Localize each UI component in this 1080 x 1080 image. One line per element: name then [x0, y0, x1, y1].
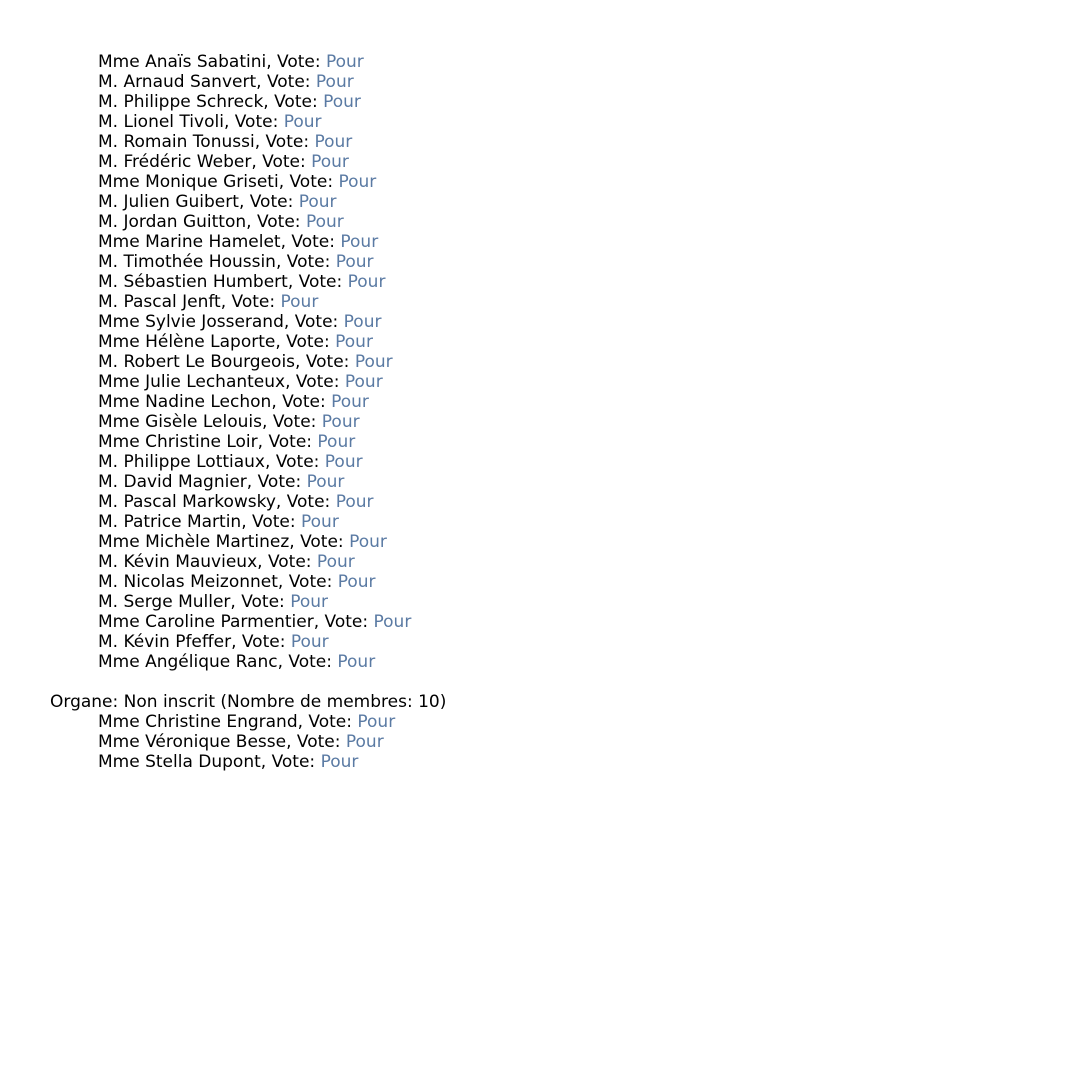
vote-line: M. David Magnier, Vote: Pour	[98, 472, 345, 492]
vote-line: Mme Anaïs Sabatini, Vote: Pour	[98, 52, 364, 72]
vote-label: Vote:	[257, 472, 302, 492]
vote-line: M. Lionel Tivoli, Vote: Pour	[98, 112, 322, 132]
member-name: M. Patrice Martin	[98, 512, 242, 532]
vote-value: Pour	[311, 152, 349, 172]
vote-line: Mme Marine Hamelet, Vote: Pour	[98, 232, 379, 252]
vote-value: Pour	[301, 512, 339, 532]
vote-value: Pour	[305, 212, 344, 232]
vote-label: Vote:	[265, 132, 310, 152]
vote-line: M. Pascal Jenft, Vote: Pour	[98, 292, 319, 312]
vote-label: Vote:	[231, 292, 276, 312]
vote-line: M. Kévin Pfeffer, Vote: Pour	[98, 632, 329, 652]
vote-line: Mme Véronique Besse, Vote: Pour	[98, 732, 384, 752]
vote-label: Vote:	[295, 372, 340, 392]
vote-label: Vote:	[262, 152, 306, 172]
member-name: M. Robert Le Bourgeois	[98, 352, 296, 372]
vote-line: Mme Christine Engrand, Vote: Pour	[98, 712, 396, 732]
vote-label: Vote:	[256, 212, 301, 232]
vote-line: Mme Christine Loir, Vote: Pour	[98, 432, 356, 452]
vote-label: Vote:	[294, 312, 339, 332]
vote-line: Mme Monique Griseti, Vote: Pour	[98, 172, 377, 192]
vote-line: M. Philippe Lottiaux, Vote: Pour	[98, 452, 363, 472]
member-name: M. Julien Guibert	[98, 192, 239, 212]
member-name: M. Timothée Houssin	[98, 252, 276, 272]
member-name: M. Romain Tonussi	[98, 132, 255, 152]
vote-value: Pour	[335, 252, 374, 272]
member-name: Mme Christine Loir	[98, 432, 258, 452]
vote-line: M. Romain Tonussi, Vote: Pour	[98, 132, 353, 152]
vote-value: Pour	[290, 592, 328, 612]
member-name: M. Frédéric Weber	[98, 152, 252, 172]
vote-value: Pour	[331, 392, 369, 412]
member-name: Mme Michèle Martinez	[98, 532, 290, 552]
organe-header: Organe: Non inscrit (Nombre de membres: 10)	[50, 692, 447, 712]
vote-line: Mme Stella Dupont, Vote: Pour	[98, 752, 359, 772]
vote-label: Vote:	[324, 612, 369, 632]
vote-line: M. Arnaud Sanvert, Vote: Pour	[98, 72, 354, 92]
vote-value: Pour	[306, 472, 345, 492]
member-name: Mme Caroline Parmentier	[98, 612, 314, 632]
vote-value: Pour	[335, 492, 374, 512]
vote-label: Vote:	[298, 272, 343, 292]
vote-value: Pour	[343, 312, 382, 332]
member-name: M. Sébastien Humbert	[98, 272, 288, 292]
vote-document	[50, 52, 446, 772]
member-name: M. David Magnier	[98, 472, 247, 492]
group-separator	[50, 672, 446, 692]
vote-group	[50, 52, 446, 672]
vote-value: Pour	[321, 412, 360, 432]
vote-value: Pour	[316, 552, 355, 572]
vote-label: Vote:	[305, 352, 350, 372]
vote-value: Pour	[337, 652, 376, 672]
member-name: M. Philippe Lottiaux	[98, 452, 265, 472]
vote-label: Vote:	[275, 452, 320, 472]
vote-value: Pour	[338, 172, 377, 192]
vote-line: M. Patrice Martin, Vote: Pour	[98, 512, 339, 532]
member-name: Mme Christine Engrand	[98, 712, 298, 732]
vote-label: Vote:	[282, 392, 326, 412]
member-name: M. Jordan Guitton	[98, 212, 247, 232]
member-name: Mme Véronique Besse	[98, 732, 287, 752]
vote-label: Vote:	[296, 732, 341, 752]
vote-line: M. Serge Muller, Vote: Pour	[98, 592, 328, 612]
vote-label: Vote:	[241, 592, 285, 612]
vote-label: Vote:	[241, 632, 286, 652]
vote-line: Mme Hélène Laporte, Vote: Pour	[98, 332, 373, 352]
member-name: M. Pascal Markowsky	[98, 492, 276, 512]
vote-line: M. Julien Guibert, Vote: Pour	[98, 192, 337, 212]
vote-line: M. Frédéric Weber, Vote: Pour	[98, 152, 349, 172]
member-name: Mme Angélique Ranc	[98, 652, 278, 672]
vote-value: Pour	[280, 292, 319, 312]
vote-value: Pour	[349, 532, 387, 552]
vote-value: Pour	[314, 132, 353, 152]
vote-line: M. Robert Le Bourgeois, Vote: Pour	[98, 352, 393, 372]
vote-label: Vote:	[268, 432, 312, 452]
vote-line: Mme Sylvie Josserand, Vote: Pour	[98, 312, 382, 332]
member-name: Mme Julie Lechanteux	[98, 372, 286, 392]
vote-label: Vote:	[277, 52, 321, 72]
member-name: Mme Nadine Lechon	[98, 392, 272, 412]
vote-value: Pour	[320, 752, 359, 772]
vote-label: Vote:	[249, 192, 294, 212]
vote-label: Vote:	[266, 72, 311, 92]
member-name: M. Serge Muller	[98, 592, 231, 612]
vote-label: Vote:	[288, 652, 332, 672]
vote-line: Mme Michèle Martinez, Vote: Pour	[98, 532, 387, 552]
vote-value: Pour	[317, 432, 356, 452]
vote-value: Pour	[324, 452, 363, 472]
vote-label: Vote:	[288, 572, 333, 592]
vote-line: Mme Julie Lechanteux, Vote: Pour	[98, 372, 383, 392]
member-name: M. Nicolas Meizonnet	[98, 572, 278, 592]
vote-label: Vote:	[286, 332, 330, 352]
vote-line: M. Nicolas Meizonnet, Vote: Pour	[98, 572, 376, 592]
member-name: M. Kévin Pfeffer	[98, 632, 232, 652]
vote-value: Pour	[283, 112, 322, 132]
vote-label: Vote:	[267, 552, 312, 572]
vote-label: Vote:	[274, 92, 318, 112]
vote-label: Vote:	[289, 172, 334, 192]
vote-label: Vote:	[271, 752, 316, 772]
vote-value: Pour	[290, 632, 329, 652]
member-name: M. Pascal Jenft	[98, 292, 221, 312]
vote-label: Vote:	[291, 232, 335, 252]
vote-line: M. Kévin Mauvieux, Vote: Pour	[98, 552, 355, 572]
member-name: M. Kévin Mauvieux	[98, 552, 258, 572]
vote-value: Pour	[323, 92, 361, 112]
vote-label: Vote:	[286, 492, 331, 512]
vote-value: Pour	[335, 332, 373, 352]
member-name: M. Philippe Schreck	[98, 92, 264, 112]
vote-label: Vote:	[300, 532, 344, 552]
vote-value: Pour	[340, 232, 379, 252]
vote-line: M. Pascal Markowsky, Vote: Pour	[98, 492, 374, 512]
vote-label: Vote:	[272, 412, 317, 432]
vote-value: Pour	[347, 272, 386, 292]
vote-group	[50, 712, 446, 772]
vote-line: Mme Caroline Parmentier, Vote: Pour	[98, 612, 412, 632]
vote-label: Vote:	[286, 252, 331, 272]
member-name: Mme Marine Hamelet	[98, 232, 281, 252]
vote-line: M. Jordan Guitton, Vote: Pour	[98, 212, 344, 232]
vote-value: Pour	[337, 572, 376, 592]
member-name: M. Arnaud Sanvert	[98, 72, 257, 92]
vote-label: Vote:	[252, 512, 296, 532]
vote-value: Pour	[325, 52, 364, 72]
vote-label: Vote:	[234, 112, 279, 132]
vote-line: M. Philippe Schreck, Vote: Pour	[98, 92, 361, 112]
vote-line: M. Timothée Houssin, Vote: Pour	[98, 252, 374, 272]
vote-value: Pour	[345, 732, 384, 752]
member-name: Mme Hélène Laporte	[98, 332, 276, 352]
vote-label: Vote:	[308, 712, 352, 732]
member-name: Mme Anaïs Sabatini	[98, 52, 267, 72]
vote-value: Pour	[357, 712, 396, 732]
vote-value: Pour	[315, 72, 354, 92]
vote-line: Mme Gisèle Lelouis, Vote: Pour	[98, 412, 360, 432]
member-name: Mme Stella Dupont	[98, 752, 261, 772]
vote-line: Mme Nadine Lechon, Vote: Pour	[98, 392, 369, 412]
vote-line: M. Sébastien Humbert, Vote: Pour	[98, 272, 386, 292]
vote-value: Pour	[354, 352, 393, 372]
vote-value: Pour	[344, 372, 383, 392]
vote-value: Pour	[373, 612, 412, 632]
member-name: Mme Sylvie Josserand	[98, 312, 284, 332]
vote-value: Pour	[298, 192, 337, 212]
member-name: Mme Gisèle Lelouis	[98, 412, 262, 432]
member-name: Mme Monique Griseti	[98, 172, 279, 192]
member-name: M. Lionel Tivoli	[98, 112, 224, 132]
vote-line: Mme Angélique Ranc, Vote: Pour	[98, 652, 376, 672]
